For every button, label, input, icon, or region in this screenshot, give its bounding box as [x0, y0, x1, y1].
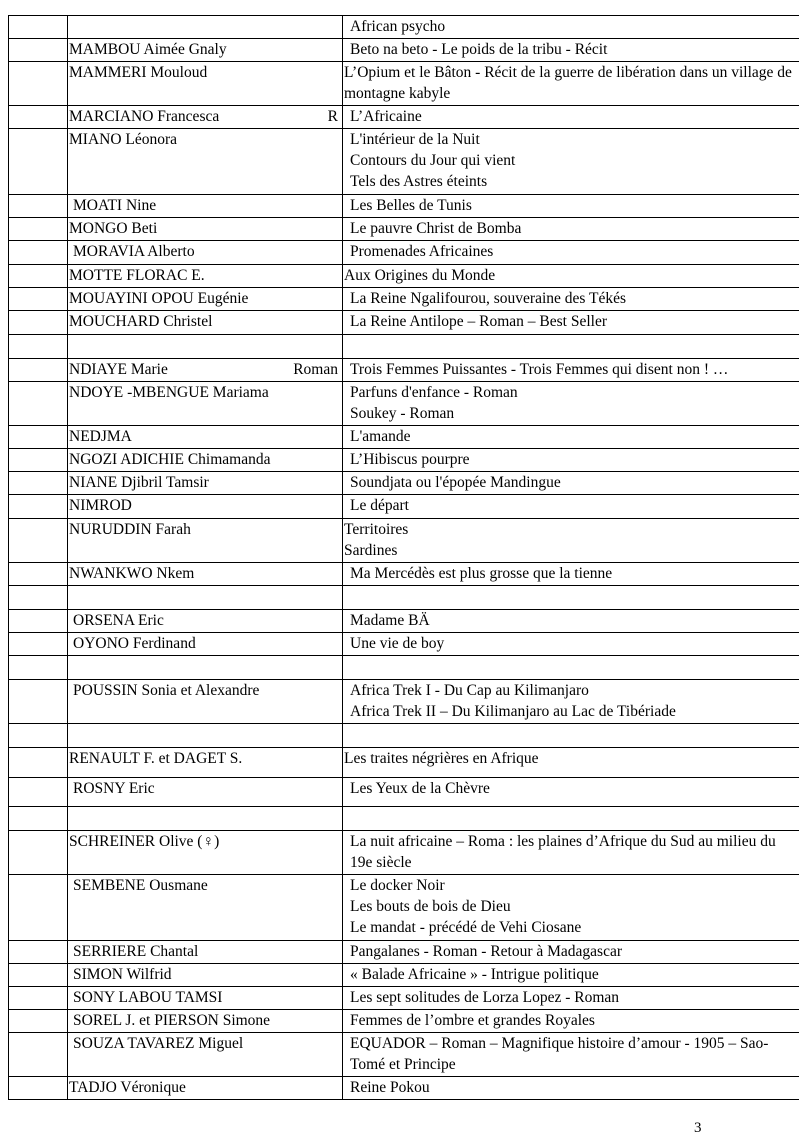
book-title: Pangalanes - Roman - Retour à Madagascar — [350, 943, 623, 960]
table-row — [9, 129, 799, 195]
author-name: SOUZA TAVAREZ Miguel — [73, 1035, 244, 1052]
author-name: SIMON Wilfrid — [73, 966, 172, 983]
author-cell — [68, 16, 343, 39]
table-row — [9, 241, 799, 265]
blank-cell — [9, 472, 68, 495]
table-row — [9, 218, 799, 241]
author-cell — [68, 218, 343, 241]
table-row — [9, 831, 799, 875]
blank-cell — [9, 218, 68, 241]
author-tag: R — [327, 108, 338, 125]
title-cell — [343, 1010, 799, 1033]
table-row — [9, 633, 799, 656]
blank-cell — [9, 382, 68, 426]
title-cell — [343, 218, 799, 241]
author-cell — [68, 106, 343, 129]
author-cell — [68, 987, 343, 1010]
table-row — [9, 807, 799, 831]
title-cell — [343, 129, 799, 195]
table-row — [9, 1010, 799, 1033]
blank-cell — [9, 778, 68, 807]
book-title: Territoires — [344, 521, 409, 538]
title-cell — [343, 426, 799, 449]
author-name: SOREL J. et PIERSON Simone — [73, 1012, 271, 1029]
author-cell — [68, 586, 343, 610]
table-row — [9, 987, 799, 1010]
blank-cell — [9, 106, 68, 129]
table-row — [9, 195, 799, 218]
blank-cell — [9, 586, 68, 610]
book-title: Tels des Astres éteints — [350, 173, 488, 190]
title-cell — [343, 586, 799, 610]
table-row — [9, 16, 799, 39]
author-name: MOATI Nine — [73, 197, 157, 214]
author-cell — [68, 633, 343, 656]
table-row — [9, 288, 799, 311]
title-cell — [343, 195, 799, 218]
book-title: L'amande — [350, 428, 411, 445]
author-name: OYONO Ferdinand — [73, 635, 196, 652]
author-cell — [68, 563, 343, 586]
title-cell — [343, 288, 799, 311]
author-name: MAMBOU Aimée Gnaly — [69, 41, 227, 58]
title-cell — [343, 311, 799, 335]
book-title: Aux Origines du Monde — [344, 267, 496, 284]
blank-cell — [9, 16, 68, 39]
table-row — [9, 426, 799, 449]
title-cell — [343, 495, 799, 519]
title-cell — [343, 610, 799, 633]
book-title: L'intérieur de la Nuit — [350, 131, 480, 148]
book-title: Parfuns d'enfance - Roman — [350, 384, 518, 401]
table-row — [9, 265, 799, 288]
title-cell — [343, 106, 799, 129]
author-name: MARCIANO Francesca — [69, 108, 220, 125]
author-cell — [68, 335, 343, 359]
table-row — [9, 1033, 799, 1077]
blank-cell — [9, 449, 68, 472]
author-cell — [68, 195, 343, 218]
book-title: Femmes de l’ombre et grandes Royales — [350, 1012, 595, 1029]
table-row — [9, 778, 799, 807]
book-title: Ma Mercédès est plus grosse que la tienne — [350, 565, 613, 582]
blank-cell — [9, 241, 68, 265]
book-title: L’Opium et le Bâton - Récit de la guerre de libération dans un village de montagne kabyle — [344, 64, 792, 102]
author-cell — [68, 129, 343, 195]
table-row — [9, 449, 799, 472]
author-name: NEDJMA — [69, 428, 132, 445]
blank-cell — [9, 941, 68, 964]
blank-cell — [9, 288, 68, 311]
author-name: MOTTE FLORAC E. — [69, 267, 205, 284]
title-cell — [343, 241, 799, 265]
title-cell — [343, 941, 799, 964]
table-row — [9, 1077, 799, 1100]
book-title: Contours du Jour qui vient — [350, 152, 516, 169]
author-title-table — [8, 15, 799, 1100]
author-cell — [68, 778, 343, 807]
author-name: NURUDDIN Farah — [69, 521, 191, 538]
blank-cell — [9, 426, 68, 449]
author-name: TADJO Véronique — [69, 1079, 186, 1096]
table-row — [9, 311, 799, 335]
book-title: L’Africaine — [350, 108, 422, 125]
book-title: La Reine Ngalifourou, souveraine des Tékés — [350, 290, 627, 307]
book-title: Le départ — [350, 497, 409, 514]
book-title: Le pauvre Christ de Bomba — [350, 220, 522, 237]
blank-cell — [9, 195, 68, 218]
title-cell — [343, 724, 799, 748]
title-cell — [343, 831, 799, 875]
title-cell — [343, 382, 799, 426]
table-row — [9, 519, 799, 563]
author-name: ORSENA Eric — [73, 612, 164, 629]
blank-cell — [9, 987, 68, 1010]
blank-cell — [9, 495, 68, 519]
book-title: Soundjata ou l'épopée Mandingue — [350, 474, 561, 491]
title-cell — [343, 265, 799, 288]
book-title: Beto na beto - Le poids de la tribu - Récit — [350, 41, 608, 58]
book-title: African psycho — [350, 18, 446, 35]
table-row — [9, 724, 799, 748]
author-cell — [68, 610, 343, 633]
book-title: Trois Femmes Puissantes - Trois Femmes qui disent non ! … — [350, 361, 729, 378]
author-cell — [68, 241, 343, 265]
blank-cell — [9, 1077, 68, 1100]
title-cell — [343, 656, 799, 680]
blank-cell — [9, 748, 68, 778]
book-title: Les Yeux de la Chèvre — [350, 780, 490, 797]
blank-cell — [9, 62, 68, 106]
author-name: SEMBENE Ousmane — [73, 877, 208, 894]
title-cell — [343, 563, 799, 586]
author-cell — [68, 1010, 343, 1033]
author-name: NIMROD — [69, 497, 132, 514]
author-cell — [68, 495, 343, 519]
blank-cell — [9, 807, 68, 831]
author-tag: Roman — [293, 361, 338, 378]
author-name: ROSNY Eric — [73, 780, 155, 797]
author-name: SERRIERE Chantal — [73, 943, 199, 960]
author-cell — [68, 426, 343, 449]
book-title: Les traites négrières en Afrique — [344, 750, 539, 767]
author-cell — [68, 1077, 343, 1100]
table-row — [9, 656, 799, 680]
blank-cell — [9, 563, 68, 586]
blank-cell — [9, 831, 68, 875]
book-title: Promenades Africaines — [350, 243, 494, 260]
book-title: Africa Trek I - Du Cap au Kilimanjaro — [350, 682, 589, 699]
blank-cell — [9, 359, 68, 382]
title-cell — [343, 1033, 799, 1077]
title-cell — [343, 519, 799, 563]
blank-cell — [9, 39, 68, 62]
author-cell — [68, 62, 343, 106]
author-cell — [68, 39, 343, 62]
book-title: L’Hibiscus pourpre — [350, 451, 470, 468]
book-title: Les Belles de Tunis — [350, 197, 472, 214]
table-row — [9, 563, 799, 586]
book-title: « Balade Africaine » - Intrigue politique — [350, 966, 599, 983]
author-name: POUSSIN Sonia et Alexandre — [73, 682, 260, 699]
author-name: SONY LABOU TAMSI — [73, 989, 223, 1006]
blank-cell — [9, 335, 68, 359]
blank-cell — [9, 680, 68, 724]
author-cell — [68, 807, 343, 831]
table-row — [9, 106, 799, 129]
blank-cell — [9, 519, 68, 563]
author-cell — [68, 288, 343, 311]
author-cell — [68, 875, 343, 941]
table-row — [9, 748, 799, 778]
title-cell — [343, 680, 799, 724]
blank-cell — [9, 265, 68, 288]
book-title: Le mandat - précédé de Vehi Ciosane — [350, 919, 582, 936]
author-cell — [68, 964, 343, 987]
book-title: La Reine Antilope – Roman – Best Seller — [350, 313, 607, 330]
author-name: MIANO Léonora — [69, 131, 178, 148]
table-row — [9, 382, 799, 426]
author-cell — [68, 311, 343, 335]
blank-cell — [9, 311, 68, 335]
book-title: Reine Pokou — [350, 1079, 430, 1096]
blank-cell — [9, 875, 68, 941]
author-name: RENAULT F. et DAGET S. — [69, 750, 243, 767]
title-cell — [343, 449, 799, 472]
blank-cell — [9, 1010, 68, 1033]
author-name: MONGO Beti — [69, 220, 158, 237]
title-cell — [343, 748, 799, 778]
author-name: NDIAYE Marie — [69, 361, 168, 378]
author-cell — [68, 265, 343, 288]
table-row — [9, 472, 799, 495]
page-number: 3 — [694, 1120, 702, 1136]
book-title: Les bouts de bois de Dieu — [350, 898, 511, 915]
author-cell — [68, 449, 343, 472]
table-row — [9, 875, 799, 941]
blank-cell — [9, 129, 68, 195]
title-cell — [343, 359, 799, 382]
blank-cell — [9, 610, 68, 633]
author-cell — [68, 656, 343, 680]
author-name: NWANKWO Nkem — [69, 565, 195, 582]
author-cell — [68, 831, 343, 875]
book-title: Soukey - Roman — [350, 405, 455, 422]
author-name: MOUAYINI OPOU Eugénie — [69, 290, 249, 307]
blank-cell — [9, 1033, 68, 1077]
author-name: NGOZI ADICHIE Chimamanda — [69, 451, 271, 468]
author-cell — [68, 1033, 343, 1077]
title-cell — [343, 633, 799, 656]
table-row — [9, 680, 799, 724]
table-row — [9, 610, 799, 633]
author-name: MORAVIA Alberto — [73, 243, 195, 260]
table-row — [9, 335, 799, 359]
table-body — [9, 16, 799, 1100]
book-title: Le docker Noir — [350, 877, 445, 894]
blank-cell — [9, 656, 68, 680]
author-cell — [68, 359, 343, 382]
author-name: MOUCHARD Christel — [69, 313, 213, 330]
title-cell — [343, 875, 799, 941]
blank-cell — [9, 724, 68, 748]
book-title: Les sept solitudes de Lorza Lopez - Roman — [350, 989, 620, 1006]
table-row — [9, 359, 799, 382]
author-cell — [68, 519, 343, 563]
author-name: NDOYE -MBENGUE Mariama — [69, 384, 269, 401]
title-cell — [343, 335, 799, 359]
book-title: La nuit africaine – Roma : les plaines d’Afrique du Sud au milieu du 19e siècle — [350, 833, 776, 871]
table-row — [9, 941, 799, 964]
title-cell — [343, 16, 799, 39]
title-cell — [343, 62, 799, 106]
title-cell — [343, 778, 799, 807]
author-cell — [68, 748, 343, 778]
title-cell — [343, 472, 799, 495]
title-cell — [343, 987, 799, 1010]
book-title: Africa Trek II – Du Kilimanjaro au Lac de Tibériade — [350, 703, 676, 720]
title-cell — [343, 807, 799, 831]
book-title: Une vie de boy — [350, 635, 445, 652]
author-cell — [68, 724, 343, 748]
table-row — [9, 62, 799, 106]
table-row — [9, 964, 799, 987]
book-title: EQUADOR – Roman – Magnifique histoire d’amour - 1905 – Sao-Tomé et Principe — [350, 1035, 769, 1073]
table-row — [9, 586, 799, 610]
author-cell — [68, 382, 343, 426]
title-cell — [343, 964, 799, 987]
author-name: SCHREINER Olive (♀) — [69, 833, 220, 850]
title-cell — [343, 39, 799, 62]
book-title: Sardines — [344, 542, 398, 559]
book-title: Madame BÄ — [350, 612, 430, 629]
blank-cell — [9, 633, 68, 656]
table-row — [9, 495, 799, 519]
author-cell — [68, 472, 343, 495]
blank-cell — [9, 964, 68, 987]
author-cell — [68, 680, 343, 724]
author-name: NIANE Djibril Tamsir — [69, 474, 209, 491]
title-cell — [343, 1077, 799, 1100]
author-name: MAMMERI Mouloud — [69, 64, 208, 81]
table-row — [9, 39, 799, 62]
author-cell — [68, 941, 343, 964]
